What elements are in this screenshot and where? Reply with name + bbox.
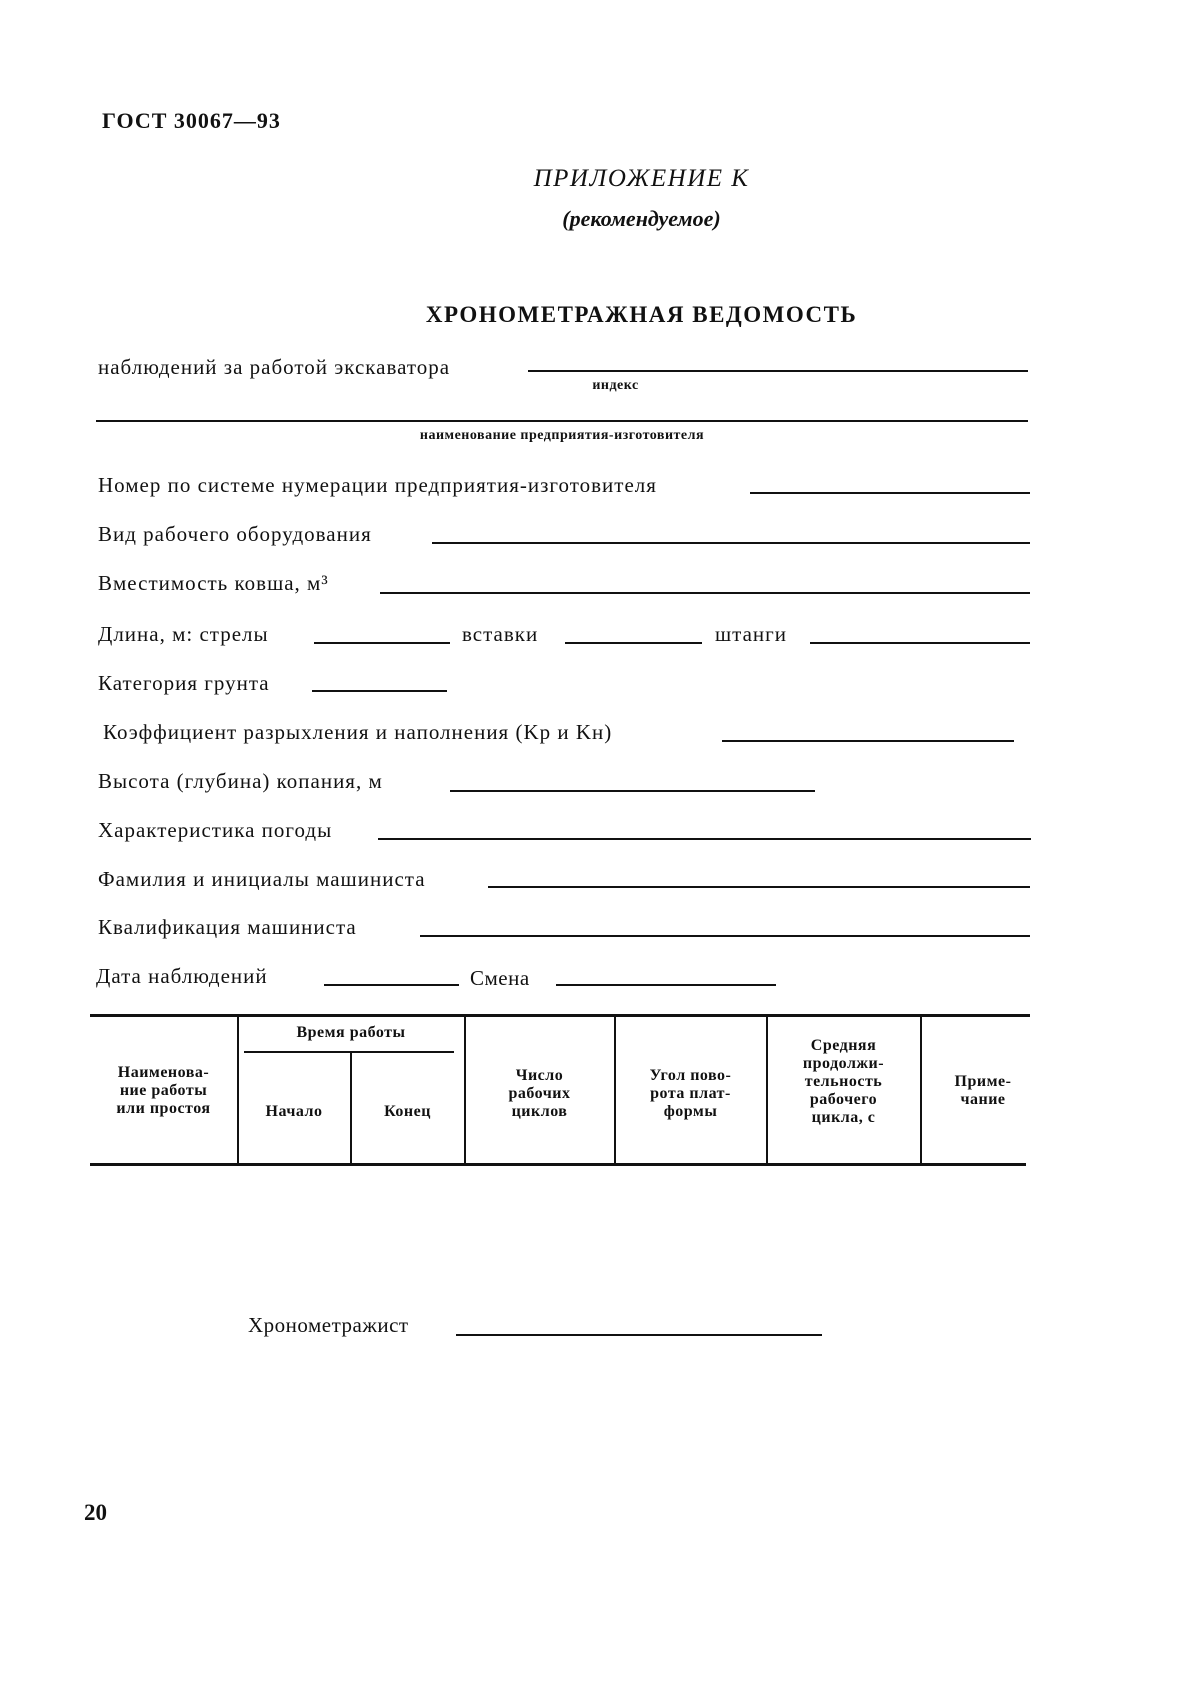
col-divider [464,1017,466,1163]
header-start: Начало [265,1103,323,1120]
soil-field[interactable] [312,690,447,692]
col-divider [350,1053,352,1163]
insert-label: вставки [462,622,539,646]
operator-name-label: Фамилия и инициалы машиниста [98,867,426,891]
standard-number: ГОСТ 30067—93 [102,108,281,133]
date-field[interactable] [324,984,459,986]
equipment-label: Вид рабочего оборудования [98,522,372,546]
timekeeper-label: Хронометражист [248,1313,409,1337]
soil-label: Категория грунта [98,671,270,695]
index-caption: индекс [592,378,639,393]
serial-label: Номер по системе нумерации предприятия-изготовителя [98,473,657,497]
header-end: Конец [384,1103,431,1120]
shift-label: Смена [470,966,530,990]
weather-field[interactable] [378,838,1031,840]
header-work-time: Время работы [296,1024,406,1041]
header-note: Приме- чание [954,1073,1012,1108]
document-title: ХРОНОМЕТРАЖНАЯ ВЕДОМОСТЬ [425,302,858,327]
serial-field[interactable] [750,492,1030,494]
insert-length-field[interactable] [565,642,702,644]
operator-qualification-label: Квалификация машиниста [98,915,357,939]
rod-length-field[interactable] [810,642,1030,644]
operator-name-field[interactable] [488,886,1030,888]
operator-qualification-field[interactable] [420,935,1030,937]
coefficient-field[interactable] [722,740,1014,742]
rod-label: штанги [715,622,788,646]
boom-length-field[interactable] [314,642,450,644]
col-divider [237,1017,239,1163]
header-work-name: Наименова- ние работы или простоя [116,1064,211,1117]
index-field[interactable] [528,370,1028,372]
weather-label: Характеристика погоды [98,818,333,842]
bucket-label: Вместимость ковша, м³ [98,571,329,595]
manufacturer-field[interactable] [96,420,1028,422]
coefficient-label: Коэффициент разрыхления и наполнения (Kр и Kн) [103,720,613,744]
col-divider [766,1017,768,1163]
table-top-rule [90,1014,1030,1017]
page-number: 20 [84,1500,107,1525]
shift-field[interactable] [556,984,776,986]
time-group-rule [244,1051,454,1053]
equipment-field[interactable] [432,542,1030,544]
bucket-field[interactable] [380,592,1030,594]
length-label: Длина, м: стрелы [98,622,269,646]
timekeeper-field[interactable] [456,1334,822,1336]
date-label: Дата наблюдений [96,964,268,988]
height-label: Высота (глубина) копания, м [98,769,383,793]
col-divider [614,1017,616,1163]
table-bottom-rule [90,1163,1026,1166]
header-avg-duration: Средняя продолжи- тельность рабочего цикла, с [802,1037,885,1126]
observation-label: наблюдений за работой экскаватора [98,355,451,379]
appendix-note: (рекомендуемое) [562,206,721,231]
manufacturer-caption: наименование предприятия-изготовителя [419,428,705,443]
height-field[interactable] [450,790,815,792]
appendix-title: ПРИЛОЖЕНИЕ К [533,165,750,192]
header-cycles: Число рабочих циклов [508,1067,571,1120]
col-divider [920,1017,922,1163]
header-rotation-angle: Угол пово- рота плат- формы [649,1067,732,1120]
